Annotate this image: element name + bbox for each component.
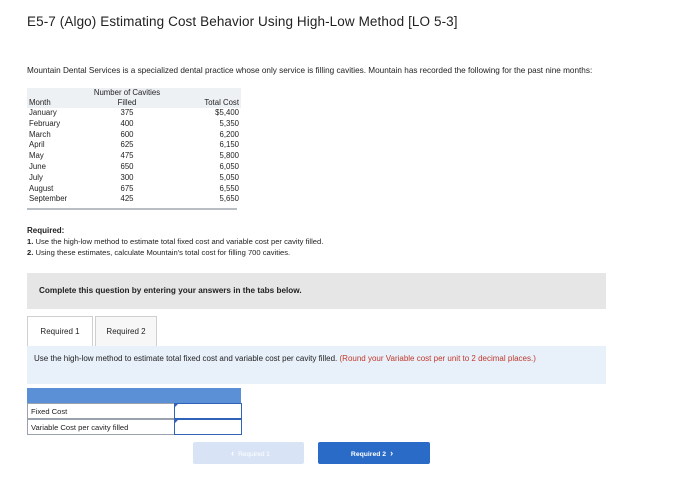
next-button-label: Required 2: [350, 451, 387, 458]
cell-total-cost: 5,350: [219, 118, 239, 128]
cell-month: May: [29, 151, 44, 161]
required-item-text: Using these estimates, calculate Mountain's total cost for filling 700 cavities.: [33, 248, 291, 257]
problem-intro: Mountain Dental Services is a specialized dental practice whose only service is filling cavities. Mountain has recorded the following for the past nine months:: [27, 66, 593, 75]
table-row: [27, 162, 241, 173]
required-item-2: [27, 248, 290, 257]
cell-total-cost: 5,800: [219, 151, 239, 161]
input-marker-icon: [174, 403, 179, 408]
variable-cost-input[interactable]: [174, 419, 242, 435]
col-header-total-cost: Total Cost: [163, 98, 241, 108]
cell-month: August: [29, 183, 54, 193]
tab-required-2[interactable]: Required 2: [95, 316, 157, 346]
prev-button-label: Required 1: [238, 451, 270, 458]
input-marker-icon: [174, 419, 179, 424]
table-row: [27, 140, 241, 151]
cell-month: April: [29, 140, 45, 150]
instruction-banner: Complete this question by entering your answers in the tabs below.: [27, 273, 606, 309]
cell-filled: 425: [120, 194, 134, 204]
cell-total-cost: 6,050: [219, 161, 239, 171]
cell-total-cost: 6,550: [219, 183, 239, 193]
cell-month: July: [29, 172, 43, 182]
cell-total-cost: 6,150: [219, 140, 239, 150]
panel-text: Use the high-low method to estimate total fixed cost and variable cost per cavity filled.: [34, 354, 338, 363]
table-row: [27, 108, 241, 119]
chevron-left-icon: ‹: [231, 448, 235, 458]
answer-table-header: [27, 388, 241, 403]
cell-month: February: [29, 118, 61, 128]
cell-total-cost: 6,200: [219, 129, 239, 139]
chevron-right-icon: ›: [390, 448, 394, 458]
cell-month: January: [29, 108, 57, 117]
col-header-filled: Filled: [91, 98, 163, 108]
fixed-cost-input[interactable]: [174, 403, 242, 419]
answer-row-variable-cost: [27, 419, 241, 435]
prev-required-button[interactable]: [193, 442, 304, 464]
cell-month: September: [29, 194, 68, 204]
answer-row-fixed-cost: [27, 403, 241, 419]
required-heading: Required:: [27, 226, 65, 235]
answer-label: Fixed Cost: [31, 407, 68, 416]
cell-filled: 675: [120, 183, 134, 193]
cell-filled: 375: [120, 108, 134, 117]
table-row: [27, 119, 241, 130]
rounding-note: (Round your Variable cost per unit to 2 decimal places.): [339, 354, 536, 363]
answer-label: Variable Cost per cavity filled: [31, 423, 129, 432]
cell-filled: 400: [120, 118, 134, 128]
col-header-month: Month: [27, 98, 91, 108]
next-required-button[interactable]: [318, 442, 430, 464]
group-header: Number of Cavities: [91, 88, 163, 98]
tab-required-1[interactable]: Required 1: [27, 316, 93, 346]
table-row: [27, 130, 241, 141]
table-row: [27, 184, 241, 195]
cell-total-cost: 5,050: [219, 172, 239, 182]
question-panel: [27, 346, 606, 384]
cell-filled: 650: [120, 161, 134, 171]
required-item-number: 2.: [27, 248, 34, 257]
cell-filled: 625: [120, 140, 134, 150]
required-item-1: [27, 237, 323, 246]
cell-filled: 600: [120, 129, 134, 139]
table-bottom-rule: [27, 208, 237, 210]
table-row: [27, 151, 241, 162]
cell-total-cost: $5,400: [215, 108, 239, 117]
page-title: E5-7 (Algo) Estimating Cost Behavior Using High-Low Method [LO 5-3]: [27, 14, 458, 29]
cell-month: June: [29, 161, 46, 171]
cell-month: March: [29, 129, 51, 139]
cell-total-cost: 5,650: [219, 194, 239, 204]
required-item-number: 1.: [27, 237, 34, 246]
cost-data-table: [27, 88, 241, 205]
table-row: [27, 173, 241, 184]
table-row: [27, 194, 241, 205]
cell-filled: 475: [120, 151, 134, 161]
cell-filled: 300: [120, 172, 134, 182]
required-item-text: Use the high-low method to estimate total fixed cost and variable cost per cavity filled.: [33, 237, 324, 246]
